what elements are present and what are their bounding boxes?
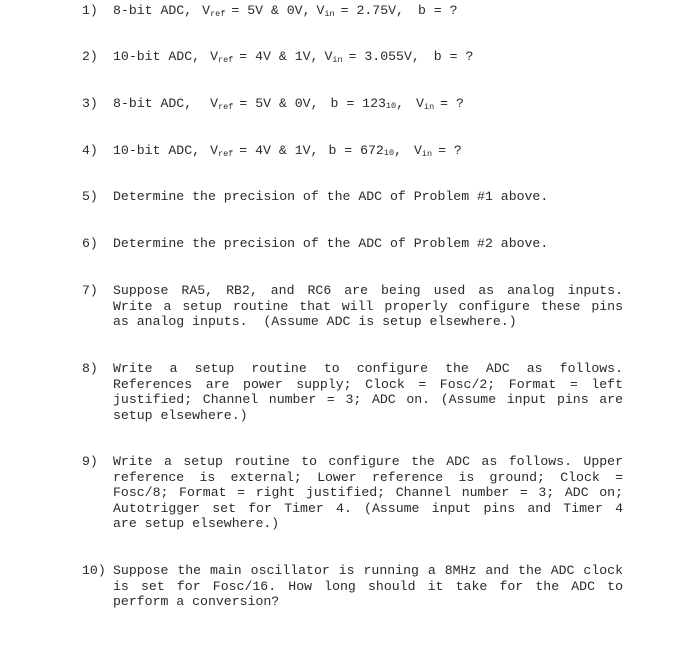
problem-line: Suppose the main oscillator is running a 8MHz and the ADC clock	[113, 563, 623, 578]
problem-number: 7)	[82, 283, 98, 298]
problem-line: reference is external; Lower reference is ground; Clock =	[113, 469, 623, 485]
problem-number: 6)	[82, 236, 98, 251]
problem-text	[113, 283, 623, 330]
problem-number: 1)	[82, 3, 98, 18]
problem-text	[113, 454, 623, 532]
problem-text	[113, 361, 623, 423]
problem-number: 2)	[82, 49, 98, 64]
problem-number: 4)	[82, 143, 98, 158]
problem-line: Autotrigger set for Timer 4. (Assume input pins and Timer 4	[113, 500, 623, 516]
problem-line: is set for Fosc/16. How long should it take for the ADC to	[113, 578, 623, 594]
problem-number: 3)	[82, 96, 98, 111]
problem-line: as analog inputs. (Assume ADC is setup elsewhere.)	[113, 314, 517, 330]
problem-text: Determine the precision of the ADC of Problem #2 above.	[113, 236, 549, 251]
problem-text	[113, 563, 623, 610]
problem-line: Suppose RA5, RB2, and RC6 are being used as analog inputs.	[113, 283, 623, 298]
problem-number: 5)	[82, 189, 98, 204]
problem-line: justified; Channel number = 3; ADC on. (Assume input pins are	[113, 392, 623, 408]
problem-number: 9)	[82, 454, 98, 469]
problem-line: References are power supply; Clock = Fosc/2; Format = left	[113, 376, 623, 392]
problem-number: 8)	[82, 361, 98, 376]
problem-number: 10)	[82, 563, 106, 578]
problem-spec: 10-bit ADC, $V_{ref} = 4V$ & 1V, b = 67210, $V_{in}$ = ?	[113, 143, 462, 159]
problem-line: Fosc/8; Format = right justified; Channel number = 3; ADC on;	[113, 485, 623, 501]
problem-line: setup elsewhere.)	[113, 407, 248, 423]
problem-spec: 8-bit ADC, $V_{ref} = 5V$ & 0V, $V_{in} = 2.75V$, b = ?	[113, 3, 458, 19]
problem-line: Write a setup routine to configure the ADC as follows. Upper	[113, 454, 623, 469]
problem-spec: 10-bit ADC, $V_{ref} = 4V$ & 1V, $V_{in} = 3.055V$, b = ?	[113, 49, 474, 65]
problem-spec: 8-bit ADC, $V_{ref} = 5V$ & 0V, b = 12310, $V_{in}$ = ?	[113, 96, 464, 112]
problem-line: Write a setup routine that will properly configure these pins	[113, 298, 623, 314]
problem-line: are setup elsewhere.)	[113, 516, 280, 532]
problem-text: Determine the precision of the ADC of Problem #1 above.	[113, 189, 549, 204]
problem-line: perform a conversion?	[113, 594, 280, 610]
problem-line: Write a setup routine to configure the ADC as follows.	[113, 361, 623, 376]
